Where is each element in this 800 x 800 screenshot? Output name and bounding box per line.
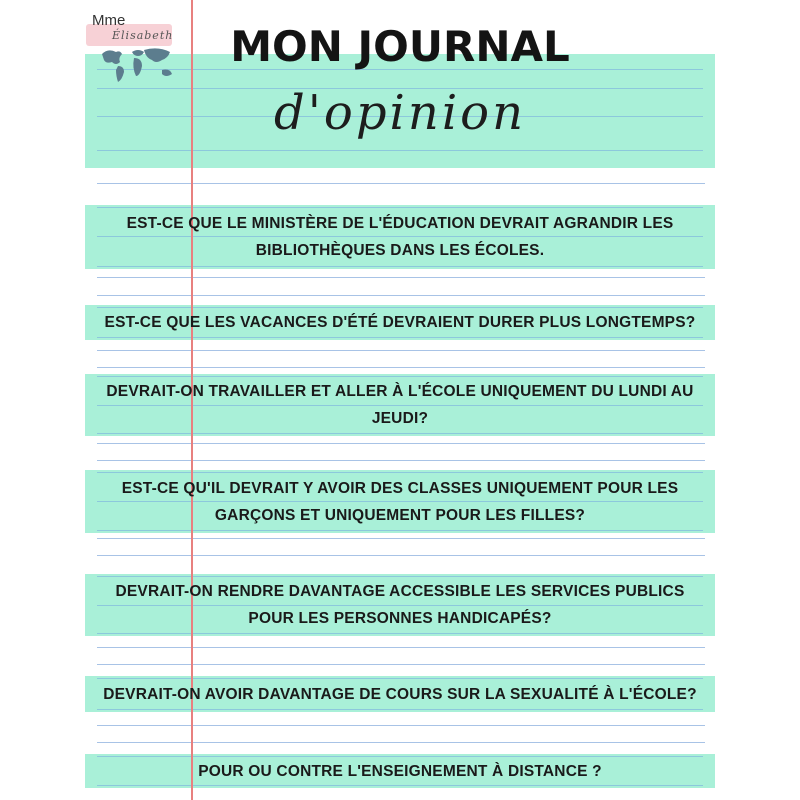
rule-line [97,460,705,461]
rule-line [97,443,705,444]
rule-line [97,538,705,539]
page-subtitle: d'opinion [274,85,526,141]
question-item: DEVRAIT-ON AVOIR DAVANTAGE DE COURS SUR LA SEXUALITÉ À L'ÉCOLE? [103,685,697,703]
rule-line [97,725,705,726]
rule-line [97,555,705,556]
rule-line [97,742,705,743]
rule-line [97,295,705,296]
rule-line [97,277,705,278]
page-title: MON JOURNAL [230,22,570,71]
rule-line [97,350,705,351]
question-item: EST-CE QU'IL DEVRAIT Y AVOIR DES CLASSES UNIQUEMENT POUR LES GARÇONS ET UNIQUEMENT POUR LES FILLES? [121,479,679,524]
rule-line [97,647,705,648]
question-item: DEVRAIT-ON TRAVAILLER ET ALLER À L'ÉCOLE UNIQUEMENT DU LUNDI AU JEUDI? [106,383,694,427]
question-item: EST-CE QUE LES VACANCES D'ÉTÉ DEVRAIENT DURER PLUS LONGTEMPS? [104,314,696,331]
brand-name: Mme [92,12,126,29]
brand-logo [84,10,184,85]
rule-line [97,367,705,368]
question-item: DEVRAIT-ON RENDRE DAVANTAGE ACCESSIBLE LES SERVICES PUBLICS POUR LES PERSONNES HANDICAPÉS? [115,583,685,627]
question-item: POUR OU CONTRE L'ENSEIGNEMENT À DISTANCE ? [198,762,602,780]
world-map-icon [98,44,180,84]
rule-line [97,664,705,665]
brand-script-name: Élisabeth [112,29,174,42]
question-item: EST-CE QUE LE MINISTÈRE DE L'ÉDUCATION DEVRAIT AGRANDIR LES BIBLIOTHÈQUES DANS LES ÉCOLES. [126,215,674,259]
rule-line [97,183,705,184]
